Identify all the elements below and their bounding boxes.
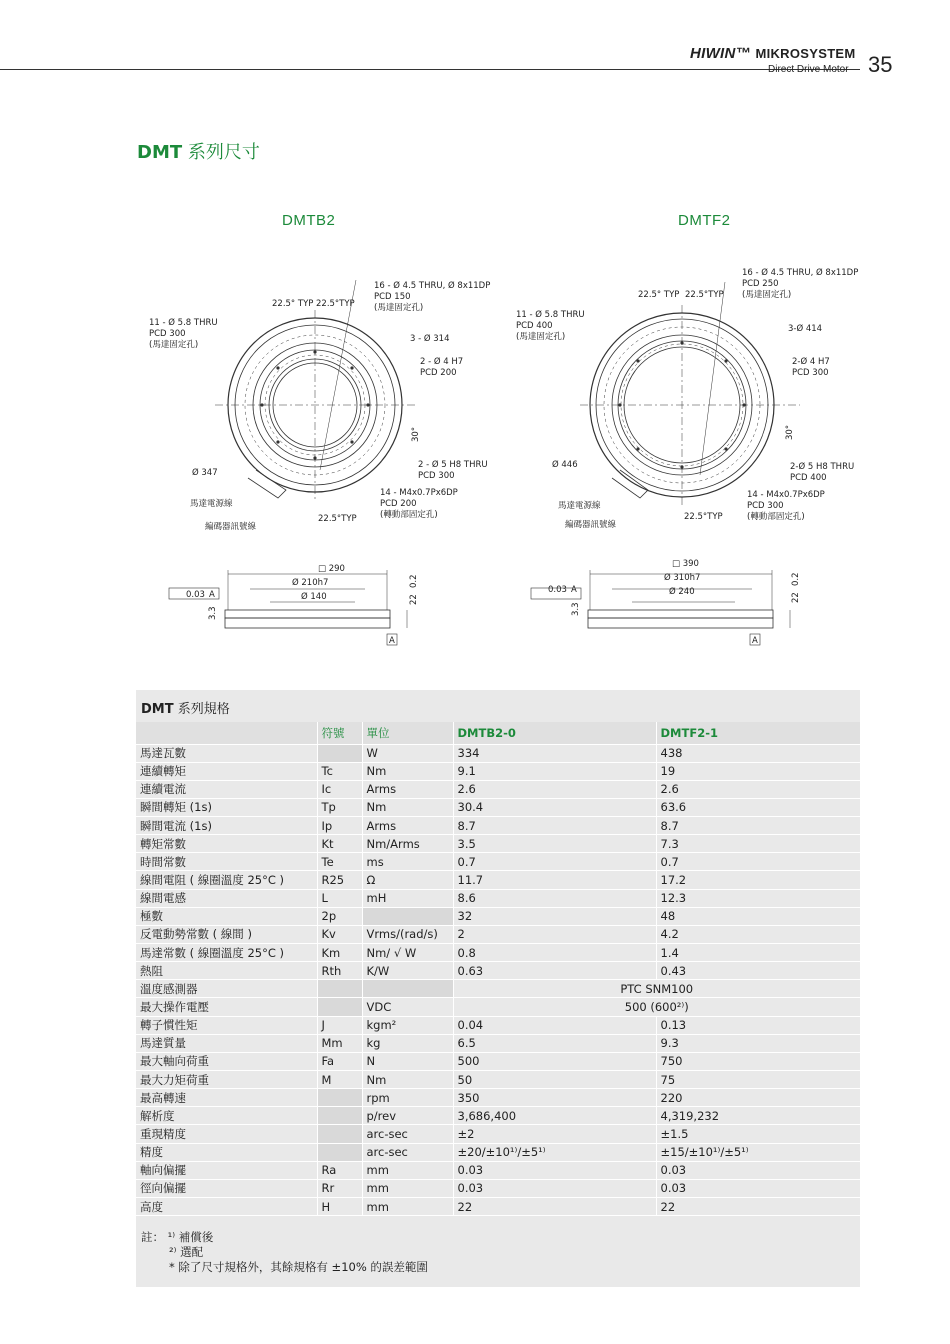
dmtf2-pcd-400: PCD 400 <box>516 321 553 331</box>
row-unit-cell: arc-sec <box>362 1143 453 1161</box>
dmtf2-pcd-300: PCD 300 <box>792 368 829 378</box>
row-dmtf2-cell: 0.7 <box>656 853 860 871</box>
dmtb2-deg-30: 30° <box>411 426 421 442</box>
row-symbol-cell: Km <box>317 944 362 962</box>
row-dmtb2-cell: 0.63 <box>453 962 656 980</box>
row-unit-cell: Nm/Arms <box>362 835 453 853</box>
dmtf2-height-tol: 0.2 <box>791 572 801 586</box>
dmtf2-height: 22 <box>791 592 801 603</box>
row-unit-cell <box>362 980 453 998</box>
row-dmtf2-cell: 220 <box>656 1089 860 1107</box>
table-row <box>136 1179 860 1197</box>
dmtb2-h7: 2 - Ø 4 H7 <box>420 357 464 367</box>
row-dmtf2-cell: 7.3 <box>656 835 860 853</box>
row-symbol-cell <box>317 1125 362 1143</box>
table-row <box>136 762 860 780</box>
dmtf2-pcd-300b: PCD 300 <box>747 501 784 511</box>
header-cell-dmtb2: DMTB2-0 <box>453 722 656 744</box>
row-symbol-cell: Tc <box>317 762 362 780</box>
row-dmtf2-cell: 750 <box>656 1052 860 1070</box>
header-cell-name <box>136 722 317 744</box>
row-dmtf2-cell: 0.03 <box>656 1161 860 1179</box>
row-symbol-cell <box>317 1107 362 1125</box>
row-symbol-cell <box>317 998 362 1016</box>
row-dmtf2-cell: 22 <box>656 1198 860 1216</box>
dmtb2-rotor-fix: (轉動部固定孔) <box>380 510 438 520</box>
dmtb2-pcd-200b: PCD 200 <box>380 499 417 509</box>
table-row <box>136 853 860 871</box>
row-name-cell: 最大軸向荷重 <box>136 1052 317 1070</box>
row-name-cell: 最大操作電壓 <box>136 998 317 1016</box>
dmtf2-fix-note-2: (馬達固定孔) <box>516 332 566 342</box>
dmtf2-fix-note-1: (馬達固定孔) <box>742 290 792 300</box>
table-row <box>136 1198 860 1216</box>
model-title-left: DMTB2 <box>282 212 336 229</box>
row-dmtb2-cell: 3.5 <box>453 835 656 853</box>
row-unit-cell: N <box>362 1052 453 1070</box>
dmtf2-datum-bottom: A <box>752 636 758 646</box>
row-name-cell: 極數 <box>136 907 317 925</box>
note-2: ²⁾ 選配 <box>169 1245 204 1259</box>
row-dmtf2-cell: 4.2 <box>656 925 860 943</box>
dmtb2-m4: 14 - M4x0.7Px6DP <box>380 488 458 498</box>
dmtf2-dia-414: 3-Ø 414 <box>788 324 823 334</box>
row-symbol-cell <box>317 1089 362 1107</box>
dmtb2-power-line: 馬達電源線 <box>190 499 233 509</box>
row-dmtb2-cell: 334 <box>453 744 656 762</box>
row-dmtb2-cell: ±20/±10¹⁾/±5¹⁾ <box>453 1143 656 1161</box>
header-cell-dmtf2: DMTF2-1 <box>656 722 860 744</box>
row-dmtf2-cell: 0.13 <box>656 1016 860 1034</box>
table-row <box>136 889 860 907</box>
row-name-cell: 熱阻 <box>136 962 317 980</box>
dmtf2-pcd-400b: PCD 400 <box>790 473 827 483</box>
row-dmtf2-cell: 0.43 <box>656 962 860 980</box>
row-unit-cell: Arms <box>362 780 453 798</box>
row-dmtb2-cell: 0.03 <box>453 1161 656 1179</box>
row-symbol-cell: M <box>317 1071 362 1089</box>
row-dmtb2-cell: 500 <box>453 1052 656 1070</box>
row-unit-cell: ms <box>362 853 453 871</box>
row-symbol-cell: Mm <box>317 1034 362 1052</box>
row-dmtf2-cell: 0.03 <box>656 1179 860 1197</box>
row-unit-cell: K/W <box>362 962 453 980</box>
row-dmtb2-cell: 50 <box>453 1071 656 1089</box>
table-row <box>136 1034 860 1052</box>
table-row <box>136 1107 860 1125</box>
row-name-cell: 轉矩常數 <box>136 835 317 853</box>
row-name-cell: 時間常數 <box>136 853 317 871</box>
table-row <box>136 1161 860 1179</box>
table-row <box>136 871 860 889</box>
spec-title: DMT 系列規格 <box>141 702 230 717</box>
row-name-cell: 線間電阻 ( 線圈溫度 25°C ) <box>136 871 317 889</box>
page-number: 35 <box>868 52 893 77</box>
row-dmtb2-cell: 2.6 <box>453 780 656 798</box>
dmtf2-thru-16: 16 - Ø 4.5 THRU, Ø 8x11DP <box>742 268 859 278</box>
row-dmtf2-cell: 438 <box>656 744 860 762</box>
dmtf2-top-view <box>580 282 800 505</box>
row-unit-cell: Nm <box>362 798 453 816</box>
row-unit-cell <box>362 907 453 925</box>
table-row <box>136 1089 860 1107</box>
row-dmtf2-cell: 9.3 <box>656 1034 860 1052</box>
dmtf2-deg-30: 30° <box>785 424 795 440</box>
row-dmtf2-cell: 12.3 <box>656 889 860 907</box>
row-symbol-cell <box>317 744 362 762</box>
row-dmtb2-cell: 350 <box>453 1089 656 1107</box>
row-unit-cell: kgm² <box>362 1016 453 1034</box>
row-symbol-cell: 2p <box>317 907 362 925</box>
dmtb2-dia-314: 3 - Ø 314 <box>410 334 450 344</box>
row-name-cell: 瞬間轉矩 (1s) <box>136 798 317 816</box>
row-name-cell: 徑向偏擺 <box>136 1179 317 1197</box>
dmtf2-thru-11: 11 - Ø 5.8 THRU <box>516 310 585 320</box>
row-dmtb2-cell: 30.4 <box>453 798 656 816</box>
header-cell-symbol: 符號 <box>317 722 362 744</box>
row-dmtf2-cell: 63.6 <box>656 798 860 816</box>
row-symbol-cell: Ic <box>317 780 362 798</box>
dmtf2-dia-h7: Ø 310h7 <box>664 573 701 583</box>
row-name-cell: 解析度 <box>136 1107 317 1125</box>
dmtb2-thru-11: 11 - Ø 5.8 THRU <box>149 318 218 328</box>
row-name-cell: 馬達瓦數 <box>136 744 317 762</box>
row-name-cell: 軸向偏擺 <box>136 1161 317 1179</box>
dmtf2-dia-inner: Ø 240 <box>669 587 695 597</box>
table-row <box>136 998 860 1016</box>
dmtb2-dia-h7: Ø 210h7 <box>292 578 329 588</box>
table-row <box>136 980 860 998</box>
row-dmtb2-cell: 8.6 <box>453 889 656 907</box>
row-symbol-cell: Ip <box>317 817 362 835</box>
dmtb2-h8: 2 - Ø 5 H8 THRU <box>418 460 488 470</box>
row-dmtb2-cell: ±2 <box>453 1125 656 1143</box>
row-name-cell: 精度 <box>136 1143 317 1161</box>
dmtb2-dia-inner: Ø 140 <box>301 592 327 602</box>
spec-table <box>136 722 860 1216</box>
dmtb2-fix-note-1: (馬達固定孔) <box>374 303 424 313</box>
brand-subtitle: Direct Drive Motor <box>768 64 849 75</box>
row-dmtf2-cell: 17.2 <box>656 871 860 889</box>
dmtb2-height: 22 <box>409 594 419 605</box>
table-row <box>136 925 860 943</box>
row-dmtb2-cell: 0.7 <box>453 853 656 871</box>
table-row <box>136 744 860 762</box>
row-unit-cell: arc-sec <box>362 1125 453 1143</box>
row-symbol-cell: L <box>317 889 362 907</box>
row-symbol-cell <box>317 980 362 998</box>
spec-notes <box>141 1230 428 1275</box>
table-row <box>136 1071 860 1089</box>
table-row <box>136 798 860 816</box>
row-name-cell: 線間電感 <box>136 889 317 907</box>
row-dmtb2-cell: 0.03 <box>453 1179 656 1197</box>
section-title: DMT 系列尺寸 <box>137 142 260 163</box>
row-unit-cell: p/rev <box>362 1107 453 1125</box>
dmtb2-pcd-200: PCD 200 <box>420 368 457 378</box>
row-unit-cell: rpm <box>362 1089 453 1107</box>
row-symbol-cell: Rr <box>317 1179 362 1197</box>
row-name-cell: 轉子慣性矩 <box>136 1016 317 1034</box>
spec-panel <box>136 690 860 1287</box>
row-dmtf2-cell: 19 <box>656 762 860 780</box>
row-dmtb2-cell: 11.7 <box>453 871 656 889</box>
row-dmtf2-cell: ±15/±10¹⁾/±5¹⁾ <box>656 1143 860 1161</box>
row-name-cell: 最高轉速 <box>136 1089 317 1107</box>
row-dmtb2-cell: 0.8 <box>453 944 656 962</box>
table-row <box>136 817 860 835</box>
row-name-cell: 反電動勢常數 ( 線間 ) <box>136 925 317 943</box>
row-unit-cell: Vrms/(rad/s) <box>362 925 453 943</box>
row-unit-cell: Nm <box>362 762 453 780</box>
row-merged-value-cell: PTC SNM100 <box>453 980 860 998</box>
row-symbol-cell: R25 <box>317 871 362 889</box>
model-title-right: DMTF2 <box>678 212 731 229</box>
dmtf2-side-view <box>531 570 790 645</box>
row-unit-cell: Arms <box>362 817 453 835</box>
row-name-cell: 瞬間電流 (1s) <box>136 817 317 835</box>
row-dmtf2-cell: 8.7 <box>656 817 860 835</box>
row-name-cell: 馬達質量 <box>136 1034 317 1052</box>
row-dmtb2-cell: 0.04 <box>453 1016 656 1034</box>
dmtf2-encoder-line: 編碼器訊號線 <box>565 520 617 530</box>
table-row <box>136 780 860 798</box>
row-symbol-cell: Kt <box>317 835 362 853</box>
dmtb2-typ-bottom: 22.5°TYP <box>318 514 357 524</box>
spec-header-row <box>136 722 860 744</box>
row-dmtf2-cell: 1.4 <box>656 944 860 962</box>
dmtb2-angle-typ-b: 22.5°TYP <box>316 299 355 309</box>
row-symbol-cell: Tp <box>317 798 362 816</box>
row-name-cell: 高度 <box>136 1198 317 1216</box>
row-dmtb2-cell: 3,686,400 <box>453 1107 656 1125</box>
row-name-cell: 最大力矩荷重 <box>136 1071 317 1089</box>
row-dmtb2-cell: 2 <box>453 925 656 943</box>
row-symbol-cell: J <box>317 1016 362 1034</box>
dmtf2-step: 3.3 <box>571 602 581 616</box>
row-name-cell: 連續轉矩 <box>136 762 317 780</box>
row-merged-value-cell: 500 (600²⁾) <box>453 998 860 1016</box>
row-dmtb2-cell: 6.5 <box>453 1034 656 1052</box>
dmtf2-datum: A <box>571 585 577 595</box>
table-row <box>136 907 860 925</box>
dmtf2-sq: □ 390 <box>672 559 699 569</box>
dmtf2-h7: 2-Ø 4 H7 <box>792 357 830 367</box>
row-name-cell: 溫度感測器 <box>136 980 317 998</box>
row-unit-cell: Nm <box>362 1071 453 1089</box>
dmtf2-angle-typ-a: 22.5° TYP <box>638 290 680 300</box>
row-unit-cell: mm <box>362 1198 453 1216</box>
row-unit-cell: Nm/ √ W <box>362 944 453 962</box>
row-dmtf2-cell: 48 <box>656 907 860 925</box>
note-1: 註： ¹⁾ 補償後 <box>141 1230 214 1244</box>
dmtb2-flatness: 0.03 <box>186 590 205 600</box>
row-symbol-cell <box>317 1143 362 1161</box>
row-symbol-cell: Kv <box>317 925 362 943</box>
table-row <box>136 944 860 962</box>
dmtf2-typ-bottom: 22.5°TYP <box>684 512 723 522</box>
dmtf2-h8: 2-Ø 5 H8 THRU <box>790 462 855 472</box>
dmtf2-pcd-250: PCD 250 <box>742 279 779 289</box>
row-dmtb2-cell: 22 <box>453 1198 656 1216</box>
row-dmtf2-cell: ±1.5 <box>656 1125 860 1143</box>
dmtb2-top-view <box>215 280 418 500</box>
row-name-cell: 重現精度 <box>136 1125 317 1143</box>
dmtb2-dia-347: Ø 347 <box>192 468 218 478</box>
row-unit-cell: kg <box>362 1034 453 1052</box>
row-unit-cell: VDC <box>362 998 453 1016</box>
dmtf2-rotor-fix: (轉動部固定孔) <box>747 512 805 522</box>
dmtb2-datum: A <box>209 590 215 600</box>
row-dmtb2-cell: 9.1 <box>453 762 656 780</box>
table-row <box>136 1052 860 1070</box>
dmtf2-dia-446: Ø 446 <box>552 460 578 470</box>
row-dmtf2-cell: 2.6 <box>656 780 860 798</box>
row-unit-cell: mm <box>362 1161 453 1179</box>
row-unit-cell: mm <box>362 1179 453 1197</box>
table-row <box>136 1016 860 1034</box>
row-symbol-cell: H <box>317 1198 362 1216</box>
dmtf2-flatness: 0.03 <box>548 585 567 595</box>
dmtb2-angle-typ-a: 22.5° TYP <box>272 299 314 309</box>
dmtb2-fix-note-2: (馬達固定孔) <box>149 340 199 350</box>
dmtf2-power-line: 馬達電源線 <box>558 501 601 511</box>
table-row <box>136 962 860 980</box>
row-dmtf2-cell: 4,319,232 <box>656 1107 860 1125</box>
dmtb2-height-tol: 0.2 <box>409 574 419 588</box>
dmtb2-datum-bottom: A <box>389 636 395 646</box>
table-row <box>136 835 860 853</box>
brand-logo: HIWIN™ MIKROSYSTEM <box>690 45 856 62</box>
row-dmtb2-cell: 32 <box>453 907 656 925</box>
table-row <box>136 1125 860 1143</box>
note-3: * 除了尺寸規格外，其餘規格有 ±10% 的誤差範圍 <box>169 1260 428 1274</box>
row-symbol-cell: Fa <box>317 1052 362 1070</box>
dmtb2-pcd-300: PCD 300 <box>149 329 186 339</box>
dmtb2-pcd-150: PCD 150 <box>374 292 411 302</box>
dmtb2-pcd-300b: PCD 300 <box>418 471 455 481</box>
row-dmtf2-cell: 75 <box>656 1071 860 1089</box>
row-symbol-cell: Rth <box>317 962 362 980</box>
dmtf2-m4: 14 - M4x0.7Px6DP <box>747 490 825 500</box>
row-symbol-cell: Te <box>317 853 362 871</box>
row-symbol-cell: Ra <box>317 1161 362 1179</box>
dmtb2-encoder-line: 編碼器訊號線 <box>205 522 257 532</box>
dmtb2-step: 3.3 <box>208 606 218 620</box>
row-unit-cell: mH <box>362 889 453 907</box>
row-unit-cell: Ω <box>362 871 453 889</box>
row-name-cell: 連續電流 <box>136 780 317 798</box>
dmtb2-thru-16: 16 - Ø 4.5 THRU, Ø 8x11DP <box>374 281 491 291</box>
dmtb2-sq: □ 290 <box>318 564 345 574</box>
dmtb2-side-view <box>169 570 407 645</box>
row-dmtb2-cell: 8.7 <box>453 817 656 835</box>
dmtf2-angle-typ-b: 22.5°TYP <box>685 290 724 300</box>
header-cell-unit: 單位 <box>362 722 453 744</box>
table-row <box>136 1143 860 1161</box>
row-name-cell: 馬達常數 ( 線圈溫度 25°C ) <box>136 944 317 962</box>
row-unit-cell: W <box>362 744 453 762</box>
